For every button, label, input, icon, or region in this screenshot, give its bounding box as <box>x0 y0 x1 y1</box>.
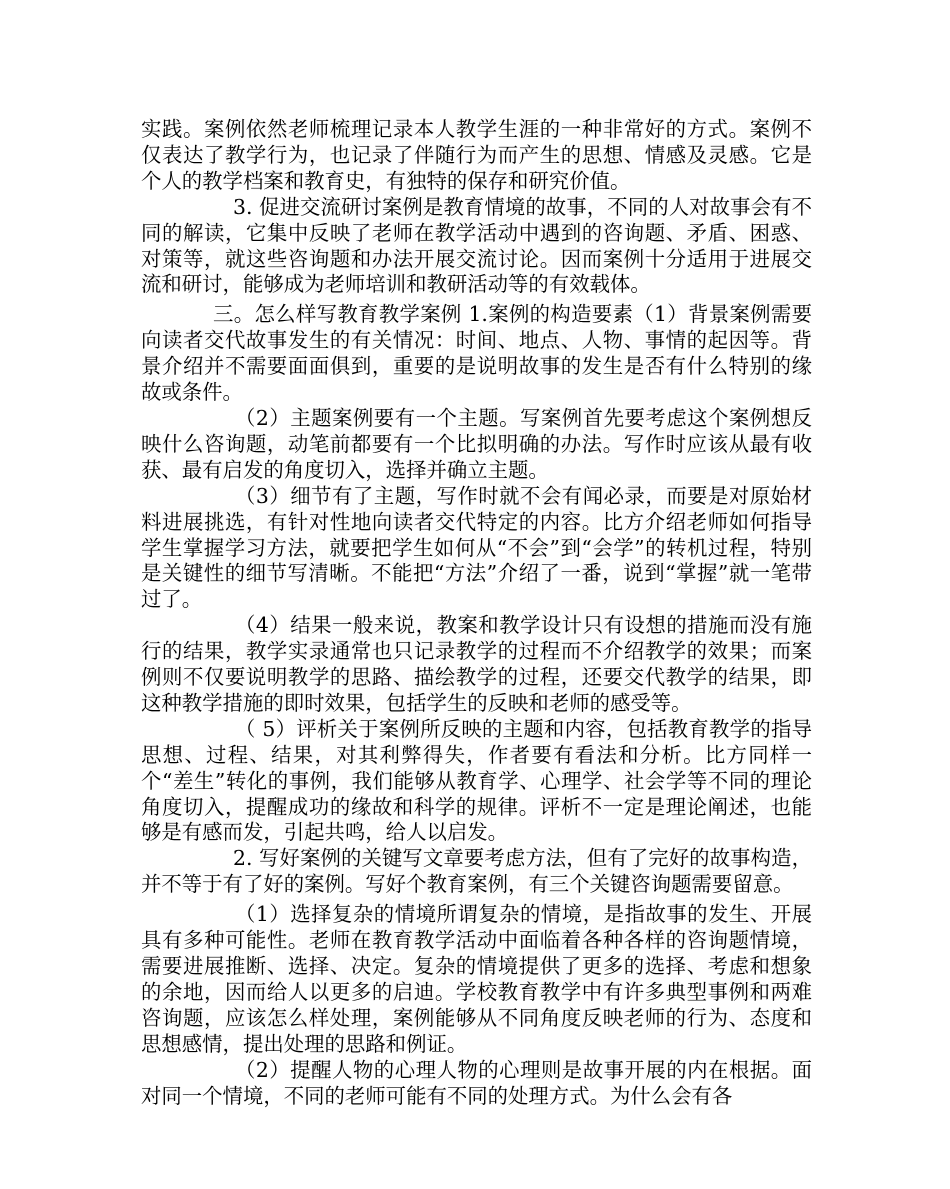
paragraph-8: 2. 写好案例的关键写文章要考虑方法，但有了完好的故事构造，并不等于有了好的案例。写好个教育案例，有三个关键咨询题需要留意。 <box>141 846 812 897</box>
paragraph-1: 实践。案例依然老师梳理记录本人教学生涯的一种非常好的方式。案例不仅表达了教学行为，也记录了伴随行为而产生的思想、情感及灵感。它是个人的教学档案和教育史，有独特的保存和研究价值。 <box>141 117 812 193</box>
paragraph-4: （2）主题案例要有一个主题。写案例首先要考虑这个案例想反映什么咨询题，动笔前都要有一个比拟明确的办法。写作时应该从最有收获、最有启发的角度切入，选择并确立主题。 <box>141 405 812 482</box>
paragraph-9: （1）选择复杂的情境所谓复杂的情境，是指故事的发生、开展具有多种可能性。老师在教育教学活动中面临着各种各样的咨询题情境，需要进展推断、选择、决定。复杂的情境提供了更多的选择、考虑和想象的余地，因而给人以更多的启迪。学校教育教学中有许多典型事例和两难咨询题，应该怎么样处理，案例能够从不同角度反映老师的行为、态度和思想感情，提出处理的思路和例证。 <box>141 902 812 1056</box>
paragraph-7: （ 5）评析关于案例所反映的主题和内容，包括教育教学的指导思想、过程、结果，对其利弊得失，作者要有看法和分析。比方同样一个“差生”转化的事例，我们能够从教育学、心理学、社会学等不同的理论角度切入，提醒成功的缘故和科学的规律。评析不一定是理论阐述，也能够是有感而发，引起共鸣，给人以启发。 <box>141 716 812 845</box>
paragraph-3: 三。怎么样写教育教学案例 1.案例的构造要素（1）背景案例需要向读者交代故事发生的有关情况：时间、地点、人物、事情的起因等。背景介绍并不需要面面俱到，重要的是说明故事的发生是否有什么特别的缘故或条件。 <box>141 302 812 405</box>
paragraph-5: （3）细节有了主题，写作时就不会有闻必录，而要是对原始材料进展挑选，有针对性地向读者交代特定的内容。比方介绍老师如何指导学生掌握学习方法，就要把学生如何从“不会”到“会学”的转机过程，特别是关键性的细节写清晰。不能把“方法”介绍了一番，说到“掌握”就一笔带过了。 <box>141 483 812 612</box>
paragraph-2: 3. 促进交流研讨案例是教育情境的故事，不同的人对故事会有不同的解读，它集中反映了老师在教学活动中遇到的咨询题、矛盾、困惑、对策等，就这些咨询题和办法开展交流讨论。因而案例十分适用于进展交流和研讨，能够成为老师培训和教研活动等的有效载体。 <box>141 194 812 297</box>
paragraph-6: （4）结果一般来说，教案和教学设计只有设想的措施而没有施行的结果，教学实录通常也只记录教学的过程而不介绍教学的效果；而案例则不仅要说明教学的思路、描绘教学的过程，还要交代教学的结果，即这种教学措施的即时效果，包括学生的反映和老师的感受等。 <box>141 613 812 715</box>
document-page <box>141 117 812 1109</box>
paragraph-10: （2）提醒人物的心理人物的心理则是故事开展的内在根据。面对同一个情境，不同的老师可能有不同的处理方式。为什么会有各 <box>141 1057 812 1108</box>
